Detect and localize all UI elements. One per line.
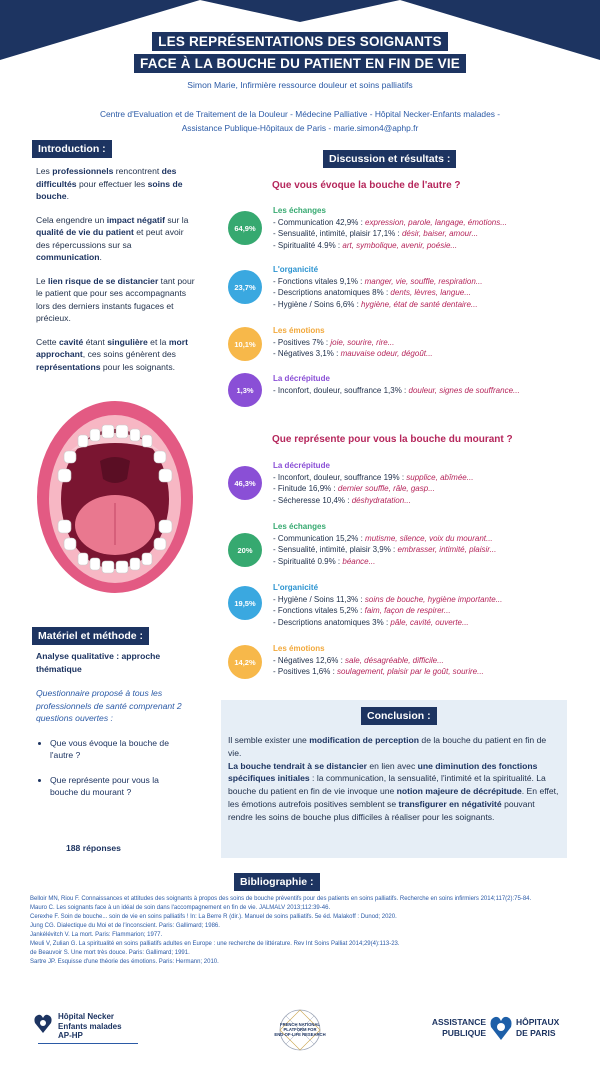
examples: douleur, signes de souffrance...	[408, 385, 520, 395]
text: - Inconfort, douleur, souffrance 19% :	[273, 472, 407, 482]
necker-logo	[34, 1012, 144, 1046]
result-text	[273, 264, 573, 310]
result-line	[273, 472, 573, 484]
category-label: L'organicité	[273, 265, 319, 274]
text: - Positives 1,6% :	[273, 667, 338, 676]
examples: déshydratation...	[351, 495, 411, 505]
result-line	[273, 666, 573, 678]
examples: soins de bouche, hygiène importante...	[364, 594, 503, 604]
text: pouvant rendre les soins de bouche plus difficiles à réaliser pour les soignants.	[228, 798, 535, 822]
text: rencontrent	[113, 166, 162, 176]
examples: art, symbolique, avenir, poésie...	[342, 240, 458, 250]
bibliography-list	[30, 895, 570, 967]
text: FRENCH NATIONAL	[280, 1022, 320, 1027]
examples: dernier souffle, râle, gasp...	[337, 484, 435, 493]
affiliation-line-1: Centre d'Evaluation et de Traitement de la Douleur - Médecine Palliative - Hôpital Necker-Enfants malades -	[99, 109, 501, 119]
text: pour effectuer les	[76, 178, 148, 189]
affiliation	[40, 107, 560, 135]
category-label: Les émotions	[273, 644, 325, 653]
text: Cela engendre un	[36, 214, 107, 225]
text: PLATFORM FOR	[283, 1027, 317, 1033]
result-text	[273, 325, 573, 360]
intro-paragraph-1	[36, 165, 196, 203]
emphasis: modification de perception	[309, 735, 420, 745]
text: tant pour le patient que pour ses accompagnants lors des derniers instants fugaces et précieux.	[36, 275, 195, 323]
text: Il semble exister une	[228, 735, 310, 745]
emphasis: mort approchant	[36, 336, 188, 359]
examples: hygiène, état de santé dentaire...	[361, 299, 478, 309]
text: - Communication 42,9% :	[273, 217, 366, 227]
text: ASSISTANCE	[431, 1017, 486, 1027]
methods-question-1: • Que vous évoque la bouche de l'autre ?	[50, 737, 186, 762]
result-line	[273, 655, 573, 667]
examples: dents, lèvres, langue...	[390, 288, 471, 297]
percentage-circle: 1,3%	[228, 373, 262, 407]
emphasis: singulière	[107, 336, 148, 347]
emphasis: qualité de vie du patient	[36, 227, 134, 237]
text: Les	[36, 166, 53, 176]
text: - Descriptions anatomiques 8% :	[273, 288, 391, 297]
reference: Meuli V, Zulian G. La spiritualité en soins palliatifs adultes en Europe : une recherche de littérature. Rev Int Soins Palliat 2014;29(4):113-23.	[30, 941, 400, 947]
text: et la	[147, 336, 169, 347]
examples: supplice, abîmée...	[406, 472, 474, 482]
examples: mauvaise odeur, dégoût...	[340, 349, 433, 358]
emphasis: professionnels	[52, 166, 114, 176]
bibliography-heading: Bibliographie :	[234, 873, 320, 891]
examples: pâle, cavité, ouverte...	[390, 617, 469, 627]
examples: joie, sourire, rire...	[330, 337, 395, 347]
result-item	[228, 264, 573, 314]
text: étant	[83, 336, 108, 347]
result-text	[273, 373, 573, 396]
category-label: Les émotions	[273, 326, 325, 335]
percentage-circle: 19,5%	[228, 586, 262, 620]
reference: Cerexhe F. Soin de bouche... soin de vie en soins palliatifs ! In: La Berre R (dir.). Manuel de soins palliatifs. 5e éd. Malakoff : Dunod; 2020.	[30, 914, 397, 920]
result-text	[273, 460, 573, 506]
text: - Sensualité, intimité, plaisir 3,9% :	[273, 545, 398, 554]
examples: mutisme, silence, voix du mourant...	[365, 533, 493, 543]
text: - Sécheresse 10,4% :	[273, 495, 352, 505]
text: PUBLIQUE	[442, 1028, 486, 1038]
reference: Mauro C. Les soignants face à un idéal de soin dans l'accompagnement en fin de vie. JALMALV 2013;112:39-46.	[30, 905, 331, 911]
result-line	[273, 337, 573, 349]
divider	[38, 1043, 138, 1044]
text: END-OF-LIFE RESEARCH	[274, 1032, 326, 1038]
question-1: Que vous évoque la bouche de l'autre ?	[272, 180, 461, 191]
percentage-circle: 10,1%	[228, 327, 262, 361]
text: , ces soins génèrent des	[82, 349, 176, 359]
result-line	[273, 594, 573, 606]
introduction-heading: Introduction :	[32, 140, 112, 158]
result-line	[273, 287, 573, 299]
text: - Spiritualité 4.9% :	[273, 240, 343, 250]
examples: embrasser, intimité, plaisir...	[397, 545, 497, 554]
result-text	[273, 521, 573, 567]
category-label: La décrépitude	[273, 374, 330, 383]
result-item	[228, 643, 573, 683]
text: HÔPITAUX	[516, 1017, 560, 1027]
examples: expression, parole, langage, émotions...	[365, 217, 507, 227]
emphasis: impact négatif	[106, 214, 165, 225]
examples: désir, baiser, amour...	[401, 229, 479, 238]
poster-title	[130, 32, 470, 76]
text: .	[99, 252, 102, 262]
emphasis: notion majeure de décrépitude	[396, 786, 522, 797]
methods-questionnaire: Questionnaire proposé à tous les professionnels de santé comprenant 2 questions ouvertes :	[36, 688, 182, 723]
text: - Fonctions vitales 9,1% :	[273, 276, 365, 286]
examples: manger, vie, souffle, respiration...	[364, 276, 483, 286]
heart-shield-icon	[34, 1014, 52, 1034]
result-item	[228, 521, 573, 571]
text: - Négatives 12,6% :	[273, 655, 346, 665]
text: . En effet, les émotions autrefois positives semblent se	[228, 786, 559, 809]
emphasis: lien risque de se distancier	[47, 275, 159, 286]
platform-logo	[262, 1008, 338, 1052]
text: - Spiritualité 0.9% :	[273, 556, 343, 566]
percentage-circle: 14,2%	[228, 645, 262, 679]
question-2: Que représente pour vous la bouche du mourant ?	[272, 434, 513, 445]
result-line	[273, 495, 573, 507]
intro-paragraph-4	[36, 336, 196, 374]
text: - Hygiène / Soins 11,3% :	[273, 594, 365, 604]
category-label: La décrépitude	[273, 461, 330, 470]
methods-heading: Matériel et méthode :	[32, 627, 149, 645]
affiliation-line-2: Assistance Publique-Hôpitaux de Paris - marie.simon4@aphp.fr	[181, 123, 419, 133]
title-line-1: LES REPRÉSENTATIONS DES SOIGNANTS	[152, 32, 448, 51]
text: - Négatives 3,1% :	[273, 349, 341, 358]
reference: Jung CG. Dialectique du Moi et de l'inconscient. Paris: Gallimard; 1986.	[30, 923, 220, 929]
text: : la communication, la sensualité, l'intimité et la spiritualité. La bouche du patient en fin de vie invoque une	[228, 773, 546, 797]
text: DE PARIS	[516, 1028, 556, 1038]
result-line	[273, 556, 573, 568]
result-line	[273, 348, 573, 360]
text: pour les soignants.	[100, 361, 176, 372]
emphasis: transfigurer en négativité	[398, 798, 502, 809]
emphasis: communication	[36, 252, 100, 262]
category-label: Les échanges	[273, 522, 326, 531]
examples: béance...	[342, 556, 376, 566]
conclusion-heading: Conclusion :	[361, 707, 437, 725]
introduction-body	[36, 165, 196, 384]
text: - Sensualité, intimité, plaisir 17,1% :	[273, 229, 402, 238]
reference: Jankélévitch V. La mort. Paris: Flammarion; 1977.	[30, 932, 163, 938]
emphasis: une diminution des fonctions spécifiques initiales	[228, 760, 538, 784]
methods-questions	[36, 737, 186, 799]
reference: Belloir MN, Riou F. Connaissances et attitudes des soignants à propos des soins de bouche préventifs pour des patients en soins palliatifs. Recherche en soins infirmiers 2014;117(2):75-84.	[30, 896, 532, 902]
reference: Sartre JP. Esquisse d'une théorie des émotions. Paris: Hermann; 2010.	[30, 959, 219, 965]
intro-paragraph-3	[36, 275, 196, 325]
text: en lien avec	[366, 760, 418, 771]
percentage-circle: 46,3%	[228, 466, 262, 500]
result-item	[228, 325, 573, 365]
text: et peut avoir des répercussions sur sa	[36, 227, 184, 250]
text: Le	[36, 275, 48, 286]
intro-paragraph-2	[36, 214, 196, 264]
emphasis: soins de bouche	[36, 178, 183, 201]
text: de la bouche du patient en fin de vie.	[228, 735, 547, 758]
text: - Hygiène / Soins 6,6% :	[273, 299, 362, 309]
text: - Descriptions anatomiques 3% :	[273, 617, 391, 627]
necker-logo-text	[58, 1012, 122, 1041]
text: Enfants malades	[58, 1021, 122, 1031]
examples: soulagement, plaisir par le goût, sourire...	[337, 667, 484, 676]
examples: sale, désagréable, difficile...	[345, 655, 444, 665]
text: AP-HP	[58, 1031, 83, 1040]
conclusion-body	[228, 734, 560, 824]
text: .	[66, 191, 69, 201]
result-line	[273, 276, 573, 288]
percentage-circle: 23,7%	[228, 270, 262, 304]
aphp-logo-right	[516, 1017, 559, 1039]
result-text	[273, 205, 573, 251]
text: Cette	[36, 336, 59, 347]
result-text	[273, 582, 573, 628]
result-line	[273, 299, 573, 311]
result-line	[273, 605, 573, 617]
result-item	[228, 373, 573, 409]
reference: de Beauvoir S. Une mort très douce. Paris: Gallimard; 1991.	[30, 950, 190, 956]
text: - Communication 15,2% :	[273, 533, 366, 543]
text: - Fonctions vitales 5,2% :	[273, 606, 365, 615]
methods-analysis: Analyse qualitative : approche thématique	[36, 651, 161, 674]
result-line	[273, 217, 573, 229]
result-line	[273, 228, 573, 240]
emphasis: cavité	[58, 336, 84, 347]
result-line	[273, 617, 573, 629]
result-line	[273, 385, 573, 397]
text: sur la	[164, 214, 189, 225]
responses-count: 188 réponses	[66, 843, 121, 853]
emphasis: des difficultés	[36, 166, 177, 189]
open-mouth-illustration	[30, 395, 200, 600]
discussion-heading: Discussion et résultats :	[323, 150, 456, 168]
percentage-circle: 20%	[228, 533, 262, 567]
result-line	[273, 544, 573, 556]
text: Hôpital Necker	[58, 1012, 115, 1021]
text: - Finitude 16,9% :	[273, 484, 338, 493]
methods-question-2: • Que représente pour vous la bouche du mourant ?	[50, 774, 186, 799]
result-line	[273, 533, 573, 545]
result-line	[273, 240, 573, 252]
title-line-2: FACE À LA BOUCHE DU PATIENT EN FIN DE VIE	[134, 54, 466, 73]
result-line	[273, 483, 573, 495]
heart-shield-icon	[490, 1015, 512, 1041]
methods-body	[36, 650, 186, 811]
text: - Positives 7% :	[273, 337, 331, 347]
result-text	[273, 643, 573, 678]
text: - Inconfort, douleur, souffrance 1,3% :	[273, 385, 409, 395]
category-label: Les échanges	[273, 206, 326, 215]
emphasis: La bouche tendrait à se distancier	[228, 760, 367, 771]
result-item	[228, 460, 573, 510]
result-item	[228, 205, 573, 255]
category-label: L'organicité	[273, 583, 319, 592]
aphp-logo-left	[428, 1017, 486, 1039]
aphp-logo	[428, 1015, 568, 1045]
author: Simon Marie, Infirmière ressource douleur et soins palliatifs	[187, 80, 413, 90]
examples: faim, façon de respirer...	[364, 606, 451, 615]
emphasis: représentations	[36, 361, 101, 372]
platform-logo-text	[266, 1022, 334, 1038]
percentage-circle: 64,9%	[228, 211, 262, 245]
result-item	[228, 582, 573, 632]
